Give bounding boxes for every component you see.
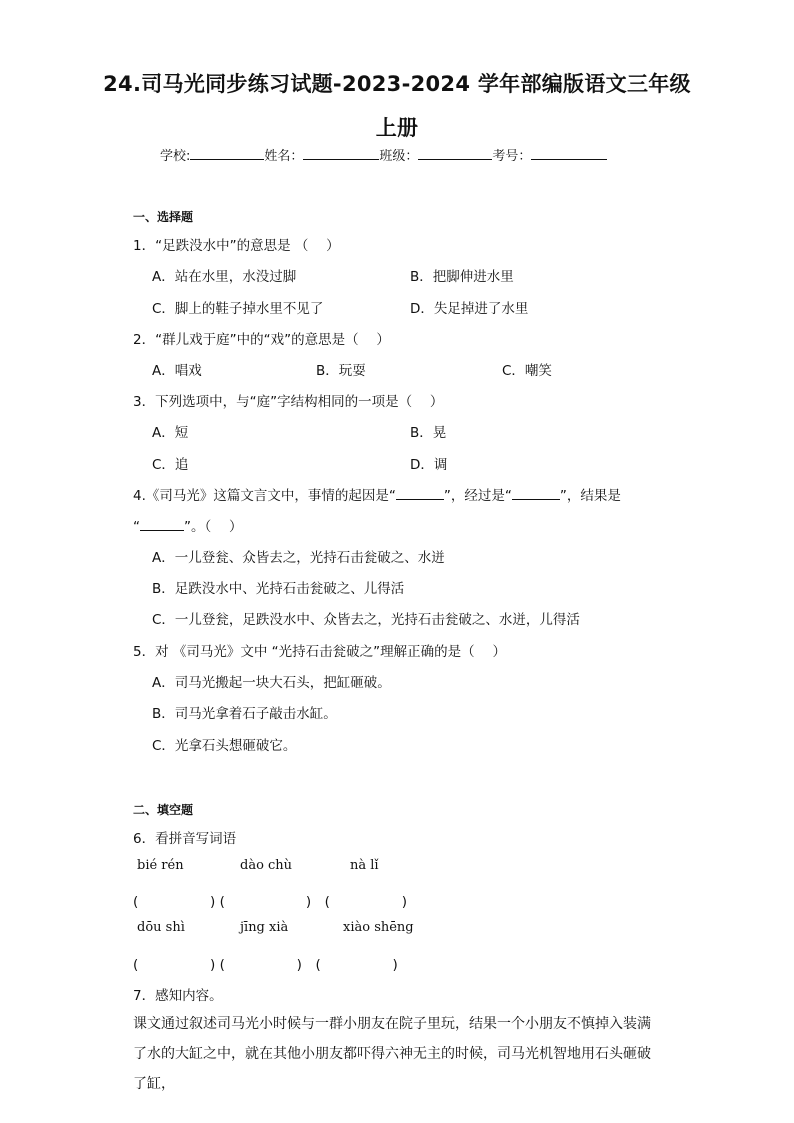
question-2-stem: 2．“群儿戏于庭”中的“戏”的意思是（ ）	[133, 332, 390, 348]
school-label: 学校:	[160, 149, 191, 164]
school-blank[interactable]	[190, 146, 264, 160]
question-1-stem: 1．“足跌没水中”的意思是 （ ）	[133, 238, 340, 254]
section-heading-fill: 二、填空题	[133, 803, 194, 817]
answer-blank[interactable]	[396, 487, 444, 500]
question-2-option-a[interactable]: A．唱戏	[152, 363, 202, 379]
answer-blank[interactable]	[140, 518, 184, 531]
question-4-stem: 4.《司马光》这篇文言文中，事情的起因是“ ”，经过是“ ”，结果是	[133, 488, 621, 504]
question-5-option-b[interactable]: B．司马光拿着石子敲击水缸。	[152, 706, 337, 722]
question-3-stem: 3．下列选项中，与“庭”字结构相同的一项是（ ）	[133, 394, 444, 410]
question-5-option-c[interactable]: C．光拿石头想砸破它。	[152, 738, 297, 754]
question-4-option-b[interactable]: B．足跌没水中、光持石击瓮破之、儿得活	[152, 581, 405, 597]
pinyin-answer-brackets[interactable]: ( ) ( ) ( )	[133, 894, 407, 910]
question-1-option-b[interactable]: B．把脚伸进水里	[410, 269, 514, 285]
question-6-stem: 6．看拼音写词语	[133, 831, 237, 847]
pinyin-5: jīng xià	[240, 920, 289, 935]
question-3-option-a[interactable]: A．短	[152, 425, 189, 441]
document-title-line2: 上册	[375, 116, 419, 140]
question-1-option-c[interactable]: C．脚上的鞋子掉水里不见了	[152, 301, 324, 317]
class-label: 班级：	[379, 149, 419, 164]
question-2-option-c[interactable]: C．嘲笑	[502, 363, 552, 379]
question-4-option-a[interactable]: A．一儿登瓮、众皆去之，光持石击瓮破之、水迸	[152, 550, 445, 566]
number-label: 考号：	[492, 149, 532, 164]
pinyin-answer-brackets[interactable]: ( ) ( ) ( )	[133, 957, 398, 973]
question-1-option-d[interactable]: D．失足掉进了水里	[410, 301, 529, 317]
question-7-stem: 7．感知内容。	[133, 988, 223, 1004]
number-blank[interactable]	[531, 146, 607, 160]
name-label: 姓名：	[264, 149, 304, 164]
question-4-option-c[interactable]: C．一儿登瓮，足跌没水中、众皆去之，光持石击瓮破之、水迸，儿得活	[152, 612, 580, 628]
question-3-option-c[interactable]: C．追	[152, 457, 189, 473]
question-7-paragraph: 课文通过叙述司马光小时候与一群小朋友在院子里玩，结果一个小朋友不慎掉入装满了水的大缸之中，就在其他小朋友都吓得六神无主的时候，司马光机智地用石头砸破了缸，	[133, 1016, 651, 1092]
pinyin-1: bié rén	[137, 858, 184, 873]
question-3-option-b[interactable]: B．晃	[410, 425, 447, 441]
question-4-stem-cont: “ ”。（ ）	[133, 519, 243, 535]
question-5-stem: 5．对 《司马光》文中 “光持石击瓮破之”理解正确的是（ ）	[133, 644, 506, 660]
pinyin-6: xiào shēng	[343, 920, 414, 935]
question-1-option-a[interactable]: A．站在水里，水没过脚	[152, 269, 297, 285]
answer-blank[interactable]	[512, 487, 560, 500]
name-blank[interactable]	[303, 146, 379, 160]
question-2-option-b[interactable]: B．玩耍	[316, 363, 366, 379]
question-3-option-d[interactable]: D．调	[410, 457, 448, 473]
section-heading-choice: 一、选择题	[133, 210, 194, 224]
pinyin-2: dào chù	[240, 858, 293, 873]
class-blank[interactable]	[418, 146, 492, 160]
pinyin-4: dōu shì	[137, 920, 185, 935]
student-info-line	[160, 145, 607, 164]
pinyin-3: nà lǐ	[350, 858, 379, 873]
document-title: 24.司马光同步练习试题-2023-2024 学年部编版语文三年级	[103, 72, 691, 96]
question-5-option-a[interactable]: A．司马光搬起一块大石头，把缸砸破。	[152, 675, 391, 691]
